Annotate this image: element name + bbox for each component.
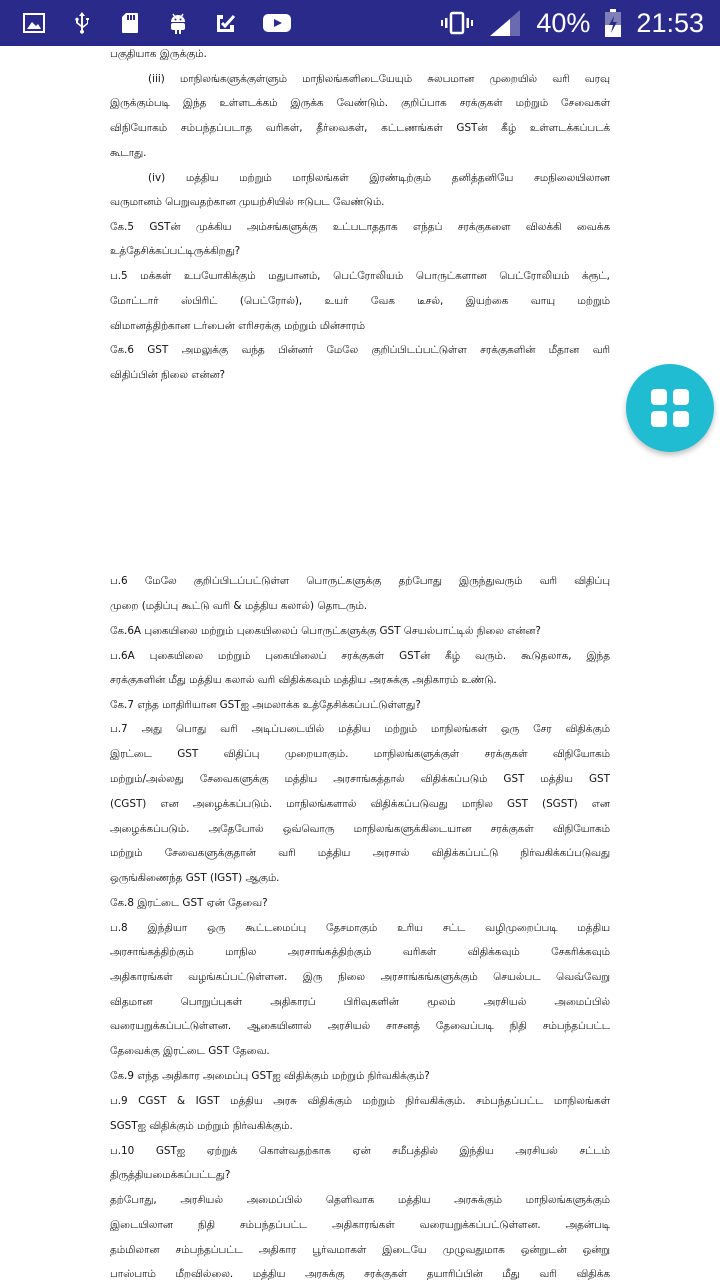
answer-line: ப.6A புகையிலை மற்றும் புகையிலைப் சரக்குகள் GSTன் கீழ் வரும். கூடுதலாக, இந்த xyxy=(110,650,610,662)
answer-line: தற்போது, அரசியல் அமைப்பில் தெளிவாக மத்திய அரசுக்கும் மாநிலங்களுக்கும் xyxy=(110,1194,610,1206)
question-line: கே.9 எந்த அதிகார அமைப்பு GSTஐ விதிக்கும் மற்றும் நிர்வகிக்கும்? xyxy=(110,1070,430,1082)
image-icon xyxy=(22,11,46,35)
status-bar xyxy=(0,0,720,46)
answer-line: SGSTஐ விதிக்கும் மற்றும் நிர்வகிக்கும். xyxy=(110,1120,293,1132)
answer-line: (CGST) என அழைக்கப்படும். மாநிலங்களால் விதிக்கப்படுவது மாநில GST (SGST) என xyxy=(110,798,610,810)
answer-line: தேவைக்கு இரட்டை GST தேவை. xyxy=(110,1045,270,1057)
battery-percentage: 40% xyxy=(536,7,591,38)
doc-line: (iv) மத்திய மற்றும் மாநிலங்கள் இரண்டிற்கும் தனித்தனியே சமநிலையிலான xyxy=(148,172,610,184)
menu-fab-button[interactable] xyxy=(626,364,714,452)
question-line: கே.6A புகையிலை மற்றும் புகையிலைப் பொருட்களுக்கு GST செயல்பாட்டில் நிலை என்ன? xyxy=(110,625,541,637)
doc-line: பகுதியாக இருக்கும். xyxy=(110,48,207,60)
system-status xyxy=(440,0,720,46)
answer-line: ப.8 இந்தியா ஒரு கூட்டமைப்பு தேசமாகும் உரிய சட்ட வழிமுறைப்படி மத்திய xyxy=(110,922,610,934)
answer-line: ப.5 மக்கள் உபயோகிக்கும் மதுபானம், பெட்ரோலியம் பொருட்களான பெட்ரோலியம் க்ரூட், xyxy=(110,270,610,282)
doc-line: விநியோகம் சம்பந்தப்படாத வரிகள், தீர்வைகள், கட்டணங்கள் GSTன் கீழ் உள்ளடக்கப்படக் xyxy=(110,122,610,134)
answer-line: பாஸ்பாம் மீறவில்லை. மத்திய அரசுக்கு சரக்குகள் தயாரிப்பின் மீது வரி விதிக்க xyxy=(110,1268,610,1280)
question-line: கே.8 இரட்டை GST ஏன் தேவை? xyxy=(110,897,268,909)
question-line: விதிப்பின் நிலை என்ன? xyxy=(110,369,226,381)
question-line: திருத்தியமைக்கப்பட்டது? xyxy=(110,1169,231,1181)
answer-line: ப.6 மேலே குறிப்பிடப்பட்டுள்ள பொருட்களுக்கு தற்போது இருந்துவரும் வரி விதிப்பு xyxy=(110,575,610,587)
question-line: ப.10 GSTஐ ஏற்றுக் கொள்வதற்காக ஏன் சமீபத்தில் இந்திய அரசியல் சட்டம் xyxy=(110,1145,610,1157)
notification-icons xyxy=(0,0,292,46)
answer-line: ஒருங்கிணைந்த GST (IGST) ஆகும். xyxy=(110,872,280,884)
answer-line: இடையிலான நிதி சம்பந்தப்பட்ட அதிகாரங்கள் வரையறுக்கப்பட்டுள்ளன. அதன்படி xyxy=(110,1219,610,1231)
answer-line: அழைக்கப்படும். அதேபோல் ஒவ்வொரு மாநிலங்களுக்கிடையான சரக்குகள் விநியோகம் xyxy=(110,823,610,835)
doc-line: வருமானம் பெறுவதற்கான முயற்சியில் ஈடுபட வேண்டும். xyxy=(110,196,385,208)
usb-icon xyxy=(70,11,94,35)
android-icon xyxy=(166,11,190,35)
answer-line: மற்றும்/அல்லது சேவைகளுக்கு மத்திய அரசாங்கத்தால் விதிக்கப்படும் GST மத்திய GST xyxy=(110,773,610,785)
answer-line: மோட்டார் ஸ்பிரிட் (பெட்ரோல்), உயர் வேக டீசல், இயற்கை வாயு மற்றும் xyxy=(110,295,610,307)
grid-icon xyxy=(651,389,689,427)
answer-line: அரசாங்கத்திற்கும் மாநில அரசாங்கத்திற்கும் வரிகள் விதிக்கவும் சேகரிக்கவும் xyxy=(110,946,610,958)
question-line: உத்தேசிக்கப்பட்டிருக்கிறது? xyxy=(110,245,241,257)
question-line: கே.6 GST அமலுக்கு வந்த பின்னர் மேலே குறிப்பிடப்பட்டுள்ள சரக்குகளின் மீதான வரி xyxy=(110,344,610,356)
answer-line: தம்மிலான சம்பந்தப்பட்ட அதிகார பூர்வமாகள் இடையே முழுவதுமாக ஒன்றுடன் ஒன்று xyxy=(110,1244,610,1256)
answer-line: ப.9 CGST & IGST மத்திய அரசு விதிக்கும் மற்றும் நிர்வகிக்கும். சம்பந்தப்பட்ட மாநிலங்கள் xyxy=(110,1095,610,1107)
answer-line: இரட்டை GST விதிப்பு முறையாகும். மாநிலங்களுக்குள் சரக்குகள் விநியோகம் xyxy=(110,748,610,760)
battery-icon xyxy=(604,8,622,38)
check-icon xyxy=(214,11,238,35)
question-line: கே.5 GSTன் முக்கிய அம்சங்களுக்கு உட்படாததாக எந்தப் சரக்குகளை விலக்கி வைக்க xyxy=(110,221,610,233)
answer-line: விதமான பொறுப்புகள் அதிகாரப் பிரிவுகளின் மூலம் அரசியல் அமைப்பில் xyxy=(110,996,610,1008)
answer-line: முறை (மதிப்பு கூட்டு வரி & மத்திய கலால்) தொடரும். xyxy=(110,600,368,612)
signal-icon xyxy=(488,8,522,38)
clock: 21:53 xyxy=(636,7,704,38)
answer-line: ப.7 அது பொது வரி அடிப்படையில் மத்திய மற்றும் மாநிலங்கள் ஒரு சேர விதிக்கும் xyxy=(110,723,610,735)
question-line: கே.7 எந்த மாதிரியான GSTஐ அமலாக்க உத்தேசிக்கப்பட்டுள்ளது? xyxy=(110,699,421,711)
youtube-icon xyxy=(262,11,292,35)
answer-line: மற்றும் சேவைகளுக்குதான் வரி மத்திய அரசால் விதிக்கப்பட்டு நிர்வகிக்கப்படுவது xyxy=(110,847,610,859)
answer-line: சரக்குகளின் மீது மத்திய கலால் வரி விதிக்கவும் மத்திய அரசுக்கு அதிகாரம் உண்டு. xyxy=(110,674,497,686)
doc-line: இருக்கும்படி இந்த உள்ளடக்கம் இருக்க வேண்டும். குறிப்பாக சரக்குகள் மற்றும் சேவைகள் xyxy=(110,97,610,109)
sd-card-icon xyxy=(118,11,142,35)
answer-line: விமானத்திற்கான டர்பைன் எரிசரக்கு மற்றும் மின்சாரம் xyxy=(110,320,365,332)
vibrate-icon xyxy=(440,11,474,35)
doc-line: கூடாது. xyxy=(110,147,147,159)
answer-line: வரையறுக்கப்பட்டுள்ளன. ஆகையினால் அரசியல் சாசனத் தேவைப்படி நிதி சம்பந்தப்பட்ட xyxy=(110,1020,610,1032)
doc-line: (iii) மாநிலங்களுக்குள்ளும் மாநிலங்களிடையேயும் சுலபமான முறையில் வரி வரவு xyxy=(148,73,610,85)
answer-line: அதிகாரங்கள் வழங்கப்பட்டுள்ளன. இரு நிலை அரசாங்கங்களுக்கும் செயல்பட வெவ்வேறு xyxy=(110,971,610,983)
